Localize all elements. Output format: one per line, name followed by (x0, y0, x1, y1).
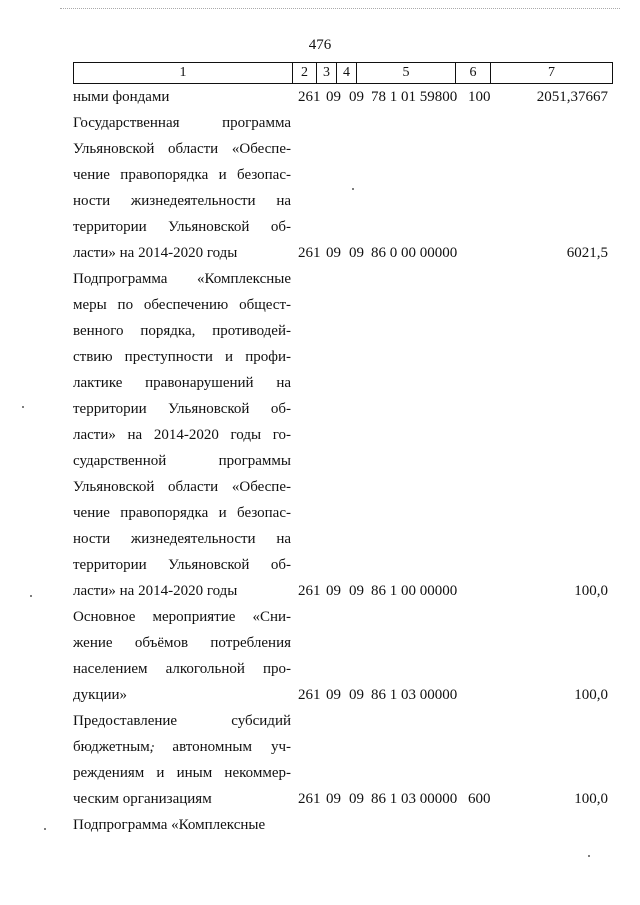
amount-cell: 100,0 (574, 583, 608, 599)
section-code-cell: 09 (326, 89, 341, 105)
description-line: территории Ульяновской об- (73, 557, 291, 573)
expense-type-code-cell: 100 (468, 89, 491, 105)
description-line: ласти» на 2014-2020 годы го- (73, 427, 291, 443)
amount-cell: 6021,5 (566, 245, 608, 261)
table-row (73, 266, 612, 604)
description-line: венного порядка, противодей- (73, 323, 291, 339)
target-article-code-cell: 86 1 03 00000 (371, 687, 458, 703)
row-codes (73, 84, 612, 110)
target-article-code-cell: 86 1 00 00000 (371, 583, 458, 599)
description-line: Подпрограмма «Комплексные (73, 271, 291, 287)
subsection-code-cell: 09 (349, 583, 364, 599)
description-line: бюджетным, автономным уч- (73, 739, 291, 755)
column-header-7: 7 (491, 63, 613, 84)
subsection-code-cell: 09 (349, 245, 364, 261)
section-code-cell: 09 (326, 583, 341, 599)
description-line: чение правопорядка и безопас- (73, 505, 291, 521)
description-line: сударственной программы (73, 453, 291, 469)
subsection-code-cell: 09 (349, 687, 364, 703)
table-row (73, 604, 612, 708)
table-row (73, 84, 612, 110)
row-codes (73, 786, 612, 812)
scan-artifact-line (60, 8, 620, 11)
section-code-cell: 09 (326, 687, 341, 703)
column-header-5: 5 (357, 63, 456, 84)
description-line: территории Ульяновской об- (73, 401, 291, 417)
row-codes (73, 240, 612, 266)
page-number: 476 (308, 37, 332, 53)
description-line: ласти» на 2014-2020 годы (73, 245, 238, 261)
ministry-code-cell: 261 (298, 583, 321, 599)
section-code-cell: 09 (326, 791, 341, 807)
amount-cell: 100,0 (574, 687, 608, 703)
table-row (73, 110, 612, 266)
column-header-3: 3 (317, 63, 337, 84)
description-line: ствию преступности и профи- (73, 349, 291, 365)
ministry-code-cell: 261 (298, 89, 321, 105)
table-row (73, 708, 612, 812)
ministry-code-cell: 261 (298, 687, 321, 703)
column-header-row (73, 62, 613, 84)
target-article-code-cell: 86 1 03 00000 (371, 791, 458, 807)
description-line: меры по обеспечению общест- (73, 297, 291, 313)
table-row (73, 812, 612, 838)
description-line: ческим организациям (73, 791, 212, 807)
row-codes (73, 812, 612, 838)
row-codes (73, 578, 612, 604)
budget-table-body (73, 84, 612, 838)
ministry-code-cell: 261 (298, 791, 321, 807)
amount-cell: 2051,37667 (536, 89, 608, 105)
description-line: Основное мероприятие «Сни- (73, 609, 291, 625)
description-line: чение правопорядка и безопас- (73, 167, 291, 183)
description-line: ными фондами (73, 89, 170, 105)
column-header-6: 6 (456, 63, 491, 84)
expense-type-code-cell: 600 (468, 791, 491, 807)
description-line: Подпрограмма «Комплексные (73, 817, 266, 833)
description-line: ности жизнедеятельности на (73, 193, 291, 209)
row-description (73, 266, 291, 604)
description-line: территории Ульяновской об- (73, 219, 291, 235)
description-line: реждениям и иным некоммер- (73, 765, 291, 781)
section-code-cell: 09 (326, 245, 341, 261)
description-line: Ульяновской области «Обеспе- (73, 141, 291, 157)
description-line: лактике правонарушений на (73, 375, 291, 391)
amount-cell: 100,0 (574, 791, 608, 807)
target-article-code-cell: 78 1 01 59800 (371, 89, 458, 105)
description-line: Государственная программа (73, 115, 291, 131)
row-codes (73, 682, 612, 708)
description-line: ласти» на 2014-2020 годы (73, 583, 238, 599)
subsection-code-cell: 09 (349, 89, 364, 105)
column-header-2: 2 (293, 63, 317, 84)
description-line: населением алкогольной про- (73, 661, 291, 677)
column-header-1: 1 (74, 63, 293, 84)
description-line: Предоставление субсидий (73, 713, 291, 729)
description-line: жение объёмов потребления (73, 635, 291, 651)
description-line: Ульяновской области «Обеспе- (73, 479, 291, 495)
ministry-code-cell: 261 (298, 245, 321, 261)
target-article-code-cell: 86 0 00 00000 (371, 245, 458, 261)
subsection-code-cell: 09 (349, 791, 364, 807)
description-line: дукции» (73, 687, 128, 703)
description-line: ности жизнедеятельности на (73, 531, 291, 547)
column-header-4: 4 (337, 63, 357, 84)
